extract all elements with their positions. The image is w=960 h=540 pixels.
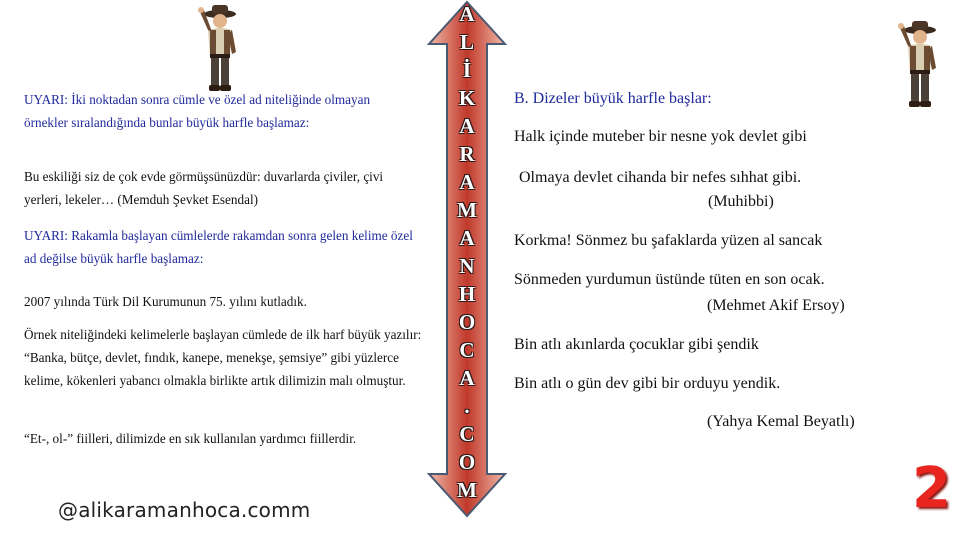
arrow-letter: L bbox=[459, 30, 474, 54]
poem-line-2: Olmaya devlet cihanda bir nefes sıhhat gibi. bbox=[519, 169, 802, 186]
arrow-letter: O bbox=[458, 450, 476, 474]
attribution-muhibbi: (Muhibbi) bbox=[708, 193, 774, 210]
page-number: 2 bbox=[912, 456, 951, 521]
arrow-letter: C bbox=[459, 338, 475, 362]
arrow-letter: A bbox=[459, 2, 475, 26]
arrow-letter: A bbox=[459, 114, 475, 138]
arrow-letter: A bbox=[459, 366, 475, 390]
arrow-letter: İ bbox=[462, 58, 472, 82]
poem-line-1: Halk içinde muteber bir nesne yok devlet gibi bbox=[514, 128, 807, 145]
note-paragraph-2: “Et-, ol-” fiilleri, dilimizde en sık kullanılan yardımcı fiillerdir. bbox=[24, 431, 357, 446]
arrow-letter: . bbox=[464, 394, 470, 418]
attribution-ersoy: (Mehmet Akif Ersoy) bbox=[707, 297, 845, 314]
section-heading: B. Dizeler büyük harfle başlar: bbox=[514, 90, 712, 107]
arrow-letter: A bbox=[459, 226, 475, 250]
arrow-letter: R bbox=[459, 142, 475, 166]
poem-line-6: Bin atlı o gün dev gibi bir orduyu yendik. bbox=[514, 375, 781, 392]
arrow-letter: A bbox=[459, 170, 475, 194]
arrow-letter: M bbox=[457, 198, 477, 222]
note-paragraph-1: Örnek niteliğindeki kelimelerle başlayan cümlede de ilk harf büyük yazılır: “Banka, bütçe, devlet, fındık, kanepe, menekşe, şemsiye” gibi yüzlerce kelime, kökenleri yabancı olmakla birlikte artık dilimizin malı olmuştur. bbox=[24, 327, 422, 388]
arrow-letter: M bbox=[457, 478, 477, 502]
poem-line-3: Korkma! Sönmez bu şafaklarda yüzen al sancak bbox=[514, 232, 823, 249]
example-paragraph-2: 2007 yılında Türk Dil Kurumunun 75. yılını kutladık. bbox=[24, 294, 307, 309]
cowboy-figure-left bbox=[196, 2, 244, 94]
arrow-letter: K bbox=[458, 86, 476, 110]
attribution-beyatli: (Yahya Kemal Beyatlı) bbox=[707, 413, 855, 430]
arrow-letter: H bbox=[458, 282, 476, 306]
warning-paragraph-2: UYARI: Rakamla başlayan cümlelerde rakamdan sonra gelen kelime özel ad değilse büyük harfle başlamaz: bbox=[24, 228, 413, 266]
example-paragraph-1: Bu eskiliği siz de çok evde görmüşsünüzdür: duvarlarda çiviler, çivi yerleri, lekeler… (Memduh Şevket Esendal) bbox=[24, 169, 384, 207]
arrow-vertical-text bbox=[434, 0, 500, 512]
arrow-letter: N bbox=[459, 254, 475, 278]
cowboy-figure-right bbox=[896, 18, 944, 110]
arrow-letter: O bbox=[458, 310, 476, 334]
arrow-letter: C bbox=[459, 422, 475, 446]
poem-line-4: Sönmeden yurdumun üstünde tüten en son ocak. bbox=[514, 271, 825, 288]
warning-paragraph-1: UYARI: İki noktadan sonra cümle ve özel ad niteliğinde olmayan örnekler sıralandığında bunlar büyük harfle başlamaz: bbox=[24, 92, 371, 130]
social-handle: @alikaramanhoca.comm bbox=[58, 498, 311, 522]
poem-line-5: Bin atlı akınlarda çocuklar gibi şendik bbox=[514, 336, 759, 353]
